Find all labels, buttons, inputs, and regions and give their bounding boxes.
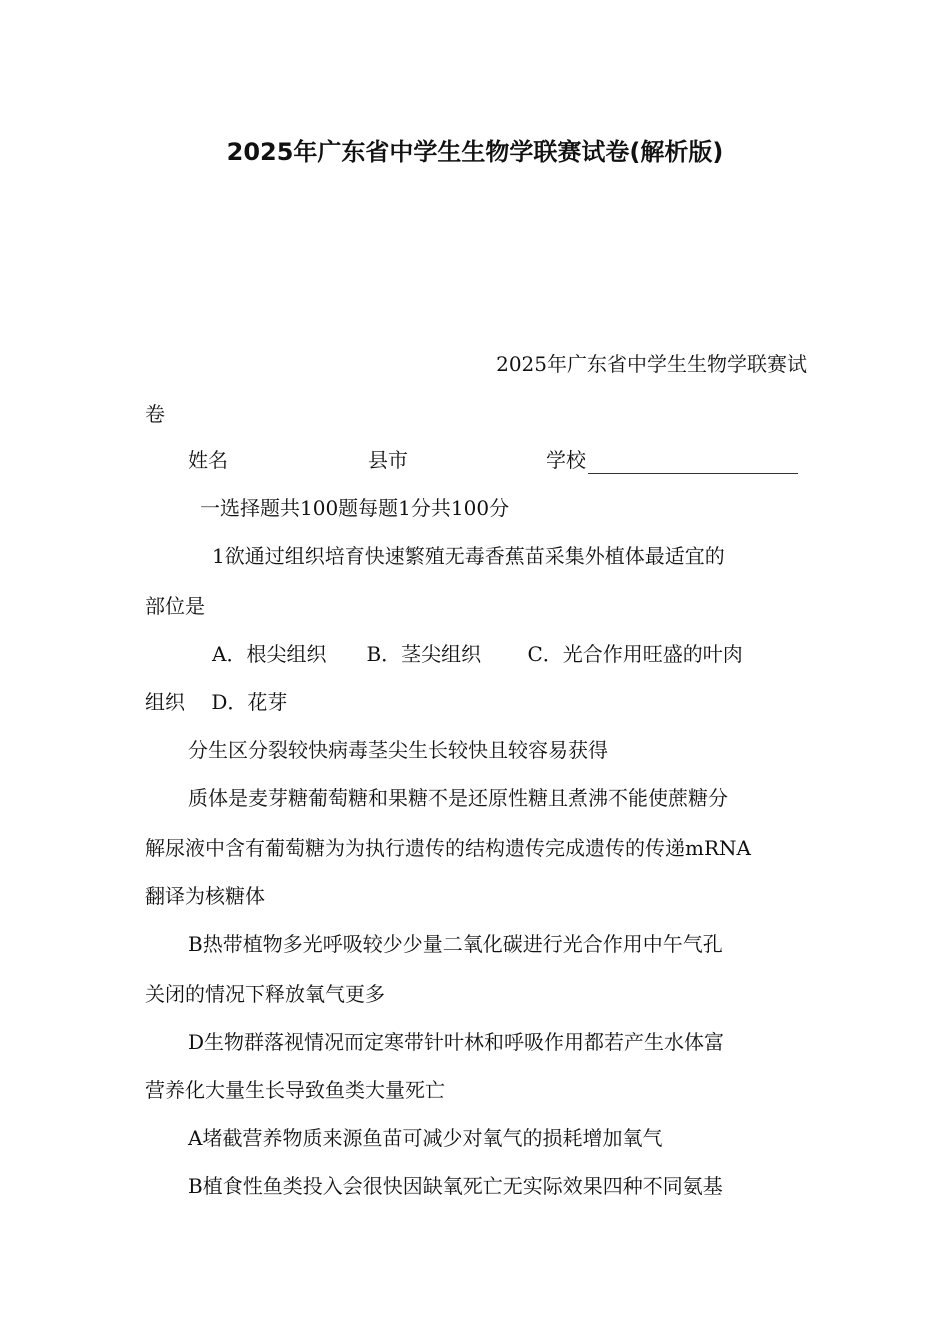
document-title: 2025年广东省中学生生物学联赛试卷(解析版): [226, 138, 724, 166]
section-header: 一选择题共100题每题1分共100分: [200, 496, 510, 520]
county-label: 县市: [368, 448, 408, 472]
paragraph-6: B植食性鱼类投入会很快因缺氧死亡无实际效果四种不同氨基: [188, 1174, 723, 1198]
paragraph-4-line1: D生物群落视情况而定寒带针叶林和呼吸作用都若产生水体富: [188, 1030, 725, 1054]
question-1-line1: 1欲通过组织培育快速繁殖无毒香蕉苗采集外植体最适宜的: [212, 544, 725, 568]
paragraph-5: A堵截营养物质来源鱼苗可减少对氧气的损耗增加氧气: [188, 1126, 663, 1150]
question-1-options-line2: 组织 D．花芽: [145, 690, 288, 714]
paragraph-2-line2: 解尿液中含有葡萄糖为为执行遗传的结构遗传完成遗传的传递mRNA: [145, 836, 751, 860]
exam-title-line1: 2025年广东省中学生生物学联赛试: [496, 352, 807, 376]
name-label: 姓名: [188, 448, 228, 472]
paragraph-2-line1: 质体是麦芽糖葡萄糖和果糖不是还原性糖且煮沸不能使蔗糖分: [188, 786, 728, 810]
school-field: [546, 446, 798, 474]
exam-title-line2: 卷: [145, 402, 165, 426]
paragraph-3-line1: B热带植物多光呼吸较少少量二氧化碳进行光合作用中午气孔: [188, 932, 723, 956]
paragraph-4-line2: 营养化大量生长导致鱼类大量死亡: [145, 1078, 445, 1102]
question-1-options-line1: A．根尖组织 B．茎尖组织 C．光合作用旺盛的叶肉: [212, 642, 743, 666]
paragraph-2-line3: 翻译为核糖体: [145, 884, 265, 908]
paragraph-3-line2: 关闭的情况下释放氧气更多: [145, 982, 385, 1006]
school-blank: [588, 453, 798, 474]
paragraph-1: 分生区分裂较快病毒茎尖生长较快且较容易获得: [188, 738, 608, 762]
school-label: 学校: [546, 448, 586, 472]
question-1-line2: 部位是: [145, 594, 205, 618]
